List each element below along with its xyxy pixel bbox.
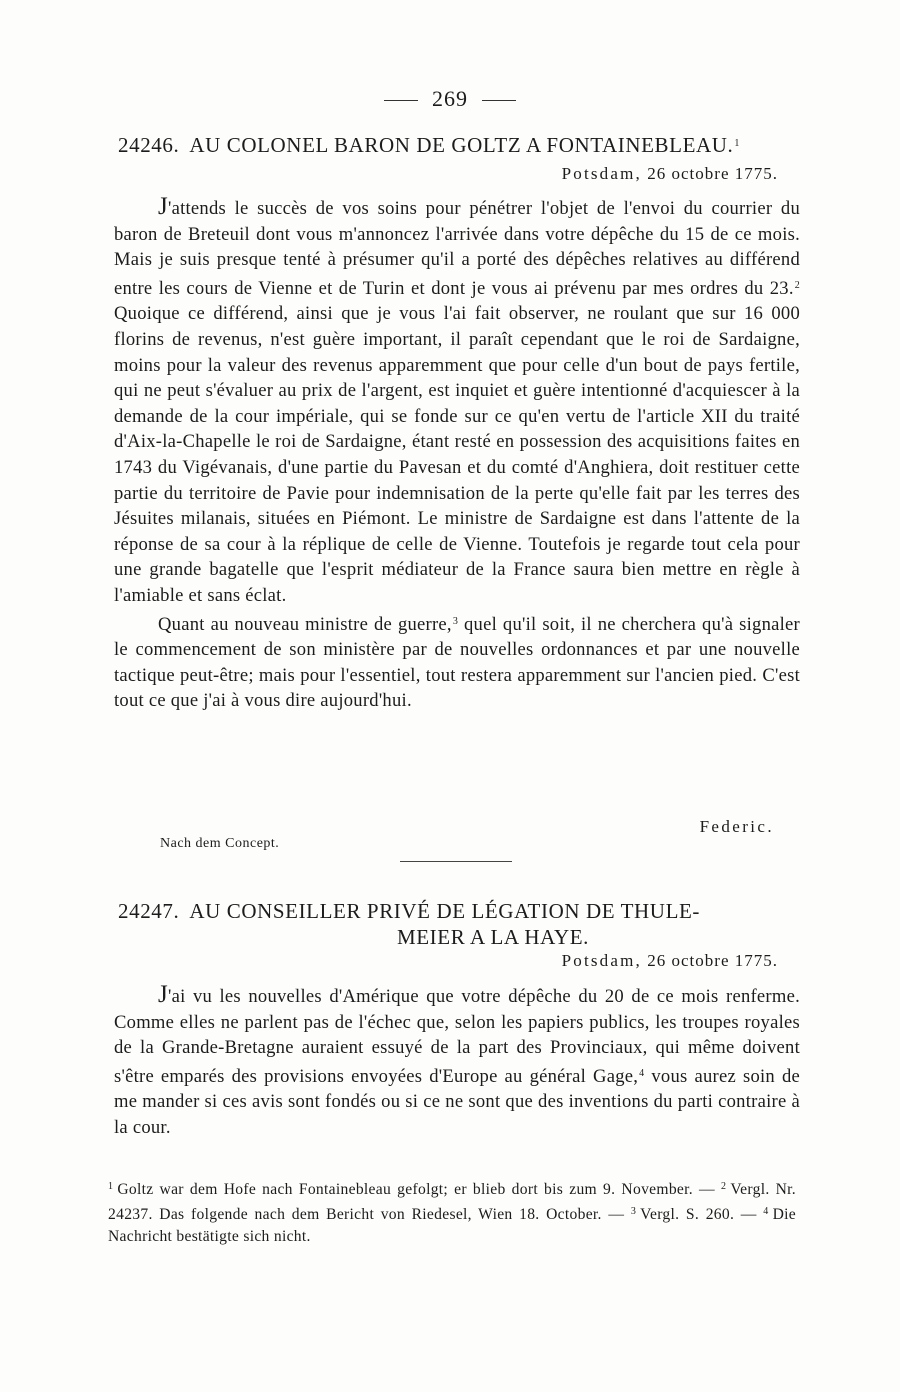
letter-2-paragraph-1 [114,981,800,1141]
letter-1-paragraph-1-cont: Quoique ce différend, ainsi que je vous l'ai fait observer, ne roulant que sur 16 000 florins de revenus, n'est guère important, il paraît cependant que le roi de Sardaigne, moins pour la valeur des revenus apparemment que pour celle d'un bout de pays fertile, qui ne peut s'évaluer au prix de l'argent, est inquiet et guère intentionné d'acquiescer à la demande de la cour impériale, qui se fonde sur ce qu'en vertu de l'article XII du traité d'Aix-la-Chapelle le roi de Sardaigne, étant resté en possession des acquisitions faites en 1743 du Vigévanais, d'une partie du Pavesan et du comté d'Anghiera, doit restituer cette partie du territoire de Pavie pour indemnisation de la perte qu'elle fait par les terres des Jésuites milanais, situées en Piémont. Le ministre de Sardaigne est dans l'attente de la réponse de sa cour à la réplique de celle de Vienne. Toutefois je regarde tout cela pour une grande bagatelle que l'esprit médiateur de la France saura bien mettre en règle à l'amiable et sans éclat. [114,303,800,606]
letter-1-paragraph-2-cont: quel qu'il soit, il ne cherchera qu'à signaler le commencement de son ministère par de nouvelles ordonnances et par une nouvelle tactique peut-être; mais pour l'essentiel, tout restera apparemment sur l'ancien pied. C'est tout ce que j'ai à vous dire aujourd'hui. [114,613,801,712]
letter-1-date: 26 octobre 1775. [647,164,778,183]
letter-2-paragraph-1-cont: vous aurez soin de me mander si ces avis sont fondés ou si ce ne sont que des inventions du parti contraire à la cour. [114,1065,800,1138]
footnote-ref-1: 1 [734,138,740,149]
letter-1-paragraph-1 [114,193,800,609]
letter-2-paragraph-1-text: 'ai vu les nouvelles d'Amérique que votre dépêche du 20 de ce mois renferme. Comme elles ne parlent pas de l'échec que, selon les papiers publics, les troupes royales de la Grande-Bretagne auraient essuyé de la part des Provinciaux, qui même doivent s'être emparés des provisions envoyées d'Europe au général Gage, [114,986,800,1087]
letter-1-paragraph-2 [114,609,800,714]
footnote-3-mark: 3 [630,1206,637,1217]
letter-2-date: 26 octobre 1775. [647,951,778,970]
footnote-4-mark: 4 [763,1206,769,1217]
footnote-1-mark: 1 [108,1181,114,1192]
letter-1-dateline [562,164,778,184]
page-number-dash-right [482,100,516,101]
footnote-ref-4: 4 [639,1067,645,1079]
footnote-2-text: Vergl. Nr. 24237. Das folgende nach dem Bericht von Riedesel, Wien 18. October. — [108,1181,796,1223]
letter-2-recipient: AU CONSEILLER PRIVÉ DE LÉGATION DE THULE- [189,899,701,923]
footnote-3-text: Vergl. S. 260. — [640,1206,764,1223]
footnote-1-text: Goltz war dem Hofe nach Fontainebleau gefolgt; er blieb dort bis zum 9. November. — [117,1181,722,1198]
letter-2-body [114,981,800,1141]
letter-2-dateline [562,951,778,971]
letter-1-paragraph-2-text: Quant au nouveau ministre de guerre, [158,613,452,635]
letter-2-heading [118,898,808,950]
letter-2-number: 24247. [118,899,180,923]
letter-1-initial: J [158,193,168,220]
letter-1-paragraph-1-text: 'attends le succès de vos soins pour pénétrer l'objet de l'envoi du courrier du baron de Breteuil dont vous m'annoncez l'arrivée dans votre dépêche du 15 de ce mois. Mais je suis presque tenté à présumer qu'il a porté des dépêches relatives au différend entre les cours de Vienne et de Turin et dont je vous ai prévenu par mes ordres du 23. [114,198,800,299]
letter-1-heading [118,131,808,158]
footnote-2-mark: 2 [721,1181,727,1192]
letter-1-recipient: AU COLONEL BARON DE GOLTZ A FONTAINEBLEAU. [189,133,734,157]
footnote-ref-2: 2 [794,279,800,291]
letter-1-signature: Federic. [699,817,774,836]
letter-1-source: Nach dem Concept. [160,836,280,851]
letter-separator [400,861,512,862]
footnote-ref-3: 3 [452,615,459,627]
letter-2-place: Potsdam, [561,951,643,970]
letter-1-body [114,193,801,714]
letter-1-place: Potsdam, [561,164,643,183]
letter-2-recipient-cont: MEIER A LA HAYE. [396,925,589,949]
letter-2-initial: J [158,981,168,1008]
footnote-4-text: Die Nachricht bestätigte sich nicht. [108,1206,796,1245]
letter-1-number: 24246. [118,133,180,157]
page-number-line [0,86,900,112]
footnotes [108,1176,796,1248]
page-number: 269 [432,86,468,111]
page-number-dash-left [384,100,418,101]
